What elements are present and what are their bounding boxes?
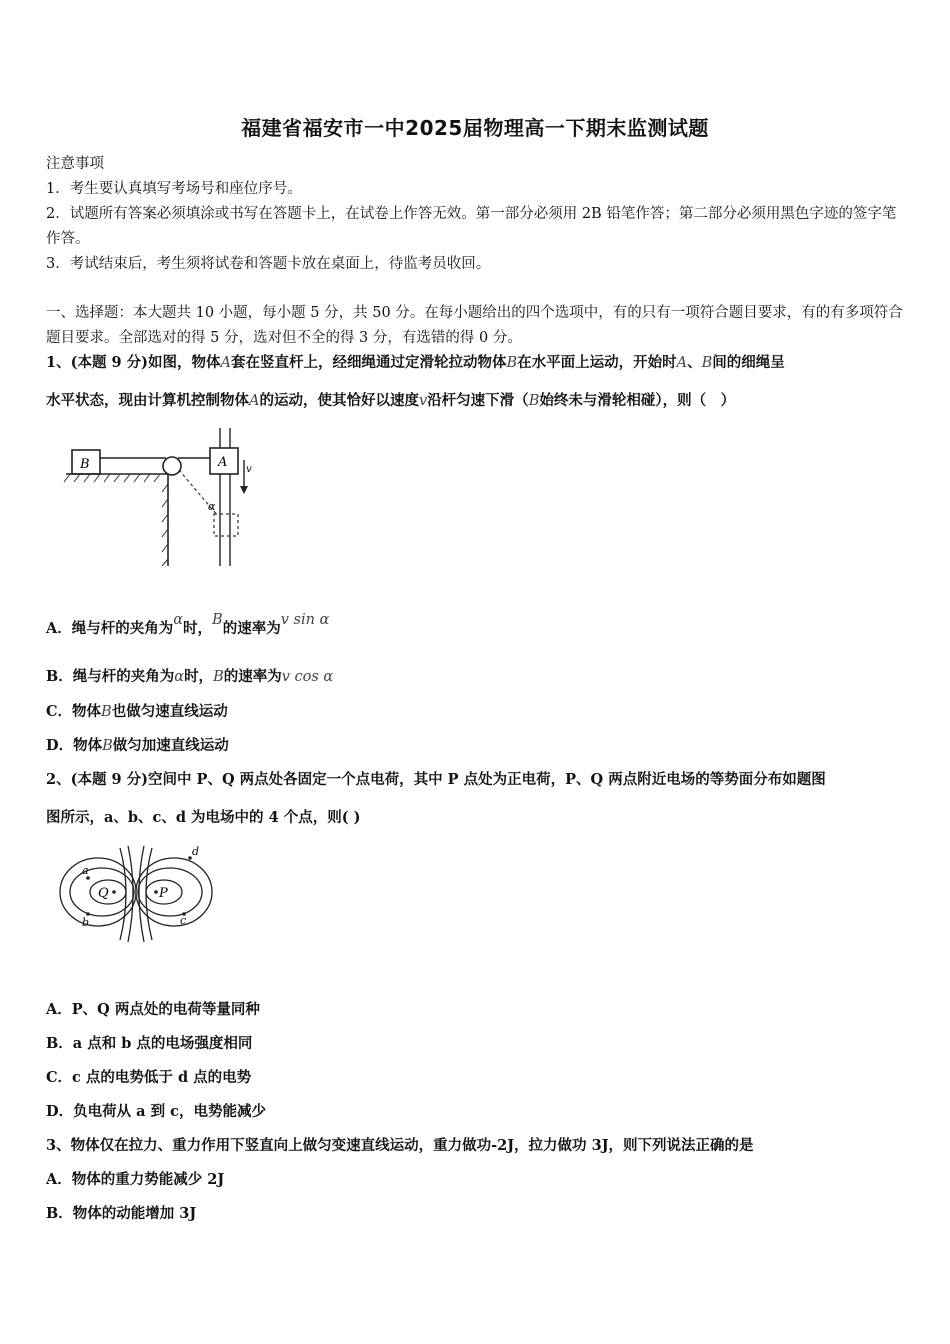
label-c-point: c — [180, 914, 187, 927]
label-alpha: α — [208, 500, 216, 513]
notice-item: 2．试题所有答案必须填涂或书写在答题卡上，在试卷上作答无效。第一部分必须用 2B 铅笔作答；第二部分必须用黑色字迹的签字笔作答。 — [46, 206, 897, 247]
q1-pulley-figure — [62, 424, 286, 572]
q2-option-d[interactable]: D．负电荷从 a 到 c，电势能减少 — [46, 1103, 266, 1120]
section-intro: 一、选择题：本大题共 10 小题，每小题 5 分，共 50 分。在每小题给出的四个选项中，有的只有一项符合题目要求，有的有多项符合题目要求。全部选对的得 5 分，选对但不全的得 3 分，有选错的得 0 分。 — [46, 305, 903, 346]
q1-option-b[interactable]: B．绳与杆的夹角为α时，B的速率为v cos α — [46, 668, 334, 685]
q3-option-a[interactable]: A．物体的重力势能减少 2J — [46, 1171, 225, 1188]
q2-option-a[interactable]: A．P、Q 两点处的电荷等量同种 — [46, 1001, 260, 1018]
q2-equipotential-figure — [58, 842, 218, 946]
label-a-point: a — [82, 864, 89, 877]
label-b: B — [80, 457, 90, 472]
q3-stem: 3、物体仅在拉力、重力作用下竖直向上做匀变速直线运动，重力做功-2J，拉力做功 3J，则下列说法正确的是 — [46, 1137, 754, 1154]
q1-option-d[interactable]: D．物体B做匀加速直线运动 — [46, 737, 229, 754]
block-a-lower — [214, 514, 238, 536]
q3-option-b[interactable]: B．物体的动能增加 3J — [46, 1205, 197, 1222]
q2-stem-line1: 2、(本题 9 分)空间中 P、Q 两点处各固定一个点电荷，其中 P 点处为正电荷，P、Q 两点附近电场的等势面分布如题图 — [46, 771, 826, 788]
label-a: A — [218, 455, 228, 470]
q1-option-c[interactable]: C．物体B也做匀速直线运动 — [46, 703, 228, 720]
q2-option-c[interactable]: C．c 点的电势低于 d 点的电势 — [46, 1069, 252, 1086]
notice-heading: 注意事项 — [46, 156, 104, 172]
q1-stem-line2: 水平状态，现由计算机控制物体A的运动，使其恰好以速度v沿杆匀速下滑（B始终未与滑轮相碰），则（ ） — [46, 392, 736, 409]
q2-stem-line2: 图所示，a、b、c、d 为电场中的 4 个点，则( ) — [46, 809, 361, 826]
label-q: Q — [98, 886, 109, 901]
label-p: P — [159, 886, 168, 901]
label-d-point: d — [192, 845, 200, 858]
notice-item: 1．考生要认真填写考场号和座位序号。 — [46, 181, 302, 197]
label-b-point: b — [82, 916, 90, 929]
q2-option-b[interactable]: B．a 点和 b 点的电场强度相同 — [46, 1035, 253, 1052]
notice-item: 3．考试结束后，考生须将试卷和答题卡放在桌面上，待监考员收回。 — [46, 256, 491, 272]
q1-stem-line1: 1、(本题 9 分)如图，物体A套在竖直杆上，经细绳通过定滑轮拉动物体B在水平面上运动，开始时A、B间的细绳呈 — [46, 354, 785, 371]
pulley — [163, 457, 181, 475]
page-title: 福建省福安市一中2025届物理高一下期末监测试题 — [241, 116, 709, 140]
label-v: v — [246, 464, 252, 475]
q1-option-a[interactable]: A．绳与杆的夹角为α时，B的速率为v sin α — [46, 612, 330, 637]
